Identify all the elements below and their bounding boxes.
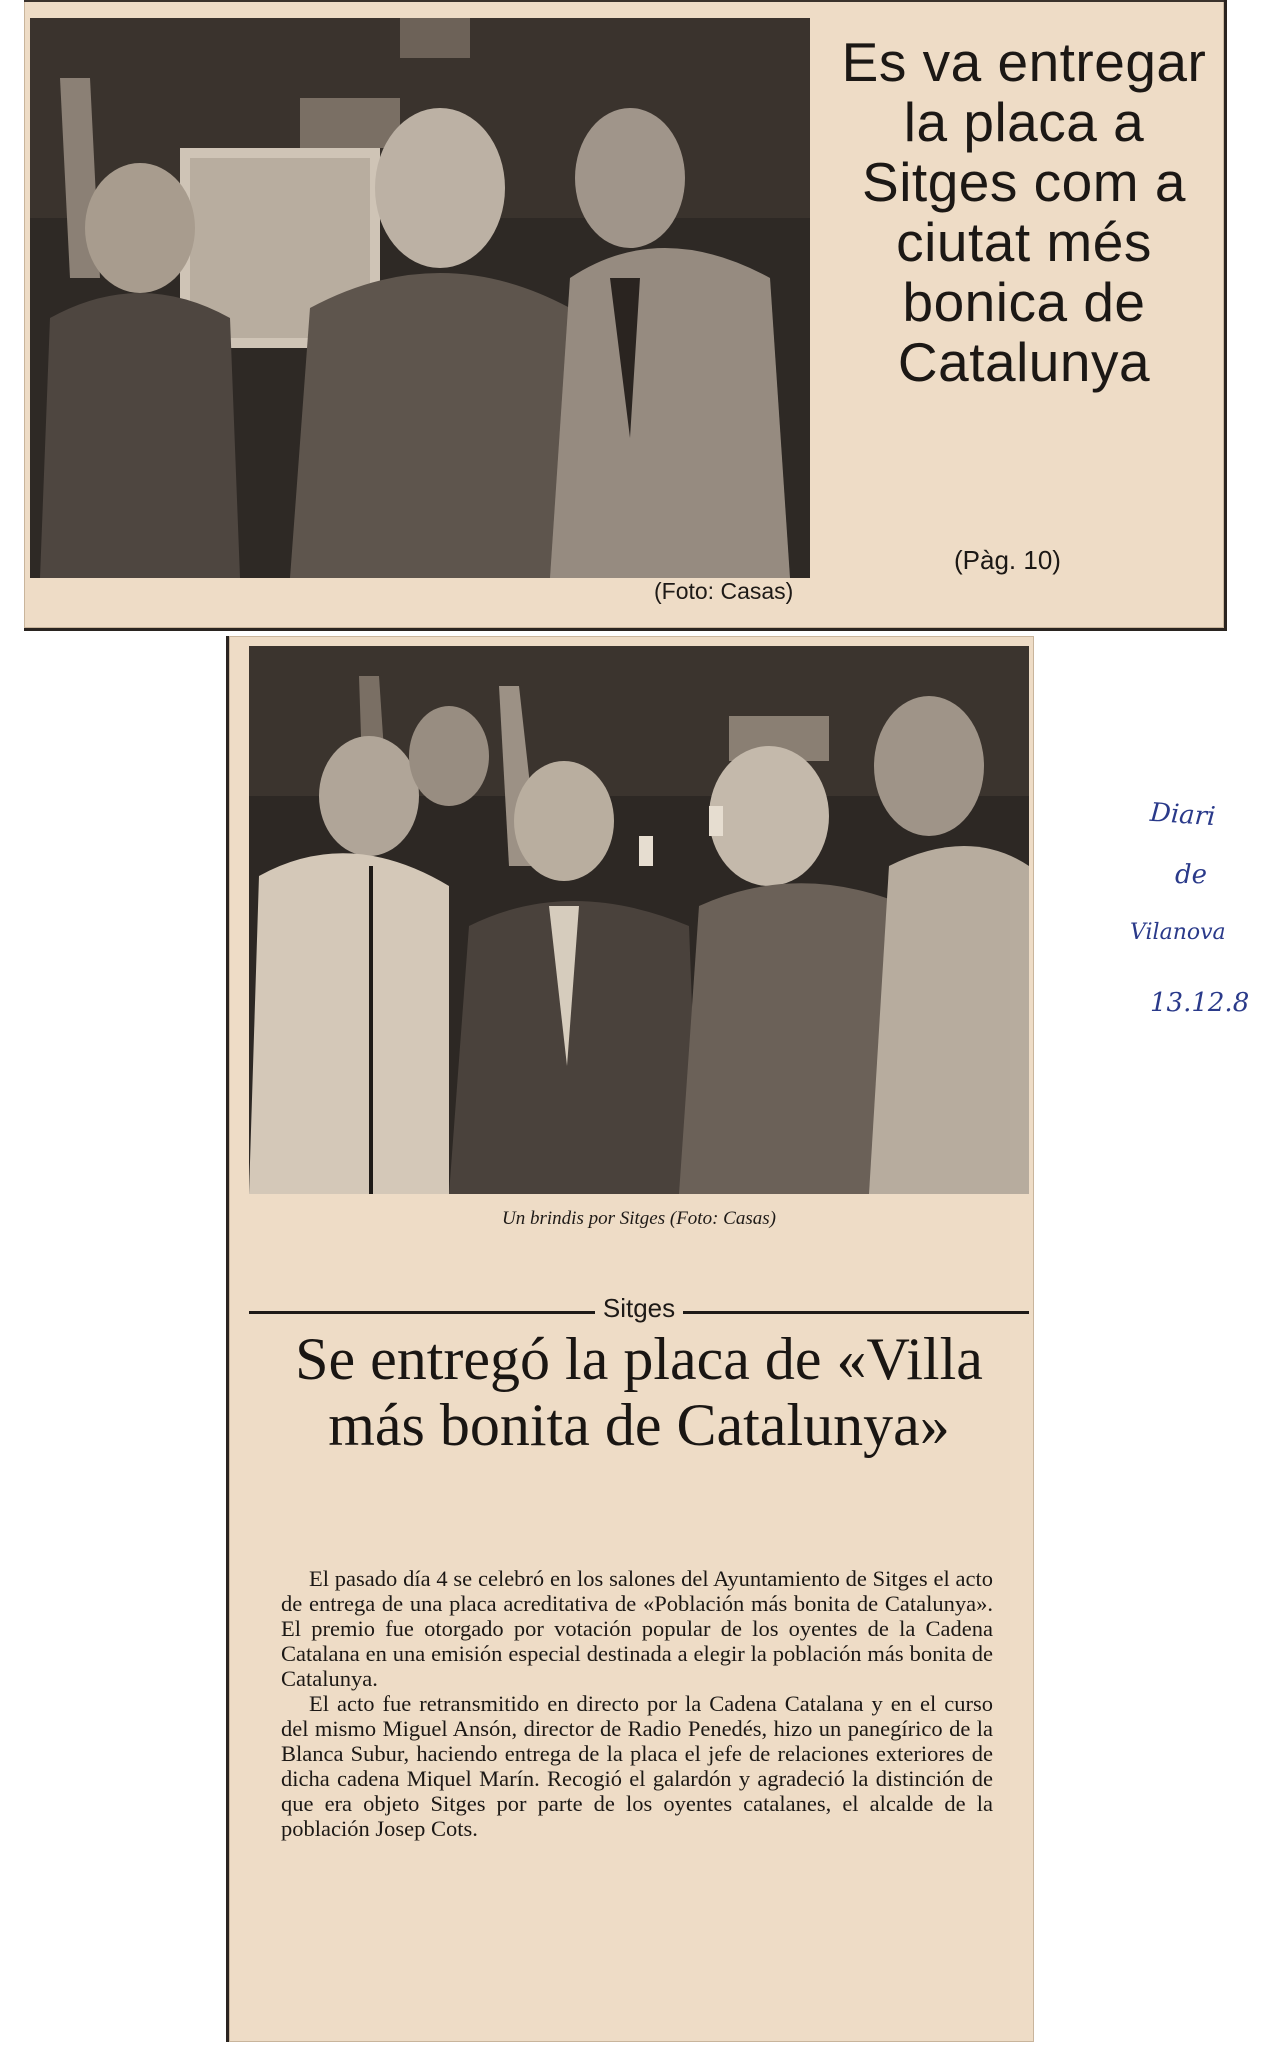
photo-credit: (Foto: Casas)	[654, 578, 794, 604]
photo-toast	[249, 646, 1029, 1194]
handwritten-line: Diari	[1149, 797, 1217, 833]
handwritten-line: de	[1175, 860, 1208, 890]
photo-toast-image	[249, 646, 1029, 1194]
article-body	[281, 1566, 993, 1841]
section-label: Sitges	[595, 1293, 683, 1323]
top-clipping	[24, 0, 1227, 631]
handwritten-line: Vilanova	[1130, 920, 1226, 945]
photo-plaque-handover	[30, 18, 810, 578]
photo-caption: Un brindis por Sitges (Foto: Casas)	[502, 1208, 776, 1229]
page-reference: (Pàg. 10)	[954, 545, 1061, 575]
photo-plaque-handover-image	[30, 18, 810, 578]
headline-catalan: Es va entregar la placa a Sitges com a ciutat més bonica de Catalunya	[841, 31, 1207, 393]
article-paragraph: El pasado día 4 se celebró en los salones del Ayuntamiento de Sitges el acto de entrega de una placa acreditativa de «Población más bonita de Catalunya». El premio fue otorgado por votación popular de los oyentes de la Cadena Catalana en una emisión especial destinada a elegir la población más bonita de Catalunya.	[281, 1566, 993, 1691]
headline-spanish: Se entregó la placa de «Villa más bonita de Catalunya»	[295, 1326, 983, 1458]
article-paragraph: El acto fue retransmitido en directo por la Cadena Catalana y en el curso del mismo Miguel Ansón, director de Radio Penedés, hizo un panegírico de la Blanca Subur, haciendo entrega de la placa el jefe de relaciones exteriores de dicha cadena Miquel Marín. Recogió el galardón y agradeció la distinción de que era objeto Sitges por parte de los oyentes catalanes, el alcalde de la población Josep Cots.	[281, 1691, 993, 1841]
section-label-wrap	[249, 1293, 1029, 1324]
bottom-clipping	[226, 636, 1034, 2042]
handwritten-date: 13.12.8	[1150, 988, 1250, 1018]
section-header	[249, 1293, 1029, 1326]
top-border-rule	[24, 0, 1224, 2]
